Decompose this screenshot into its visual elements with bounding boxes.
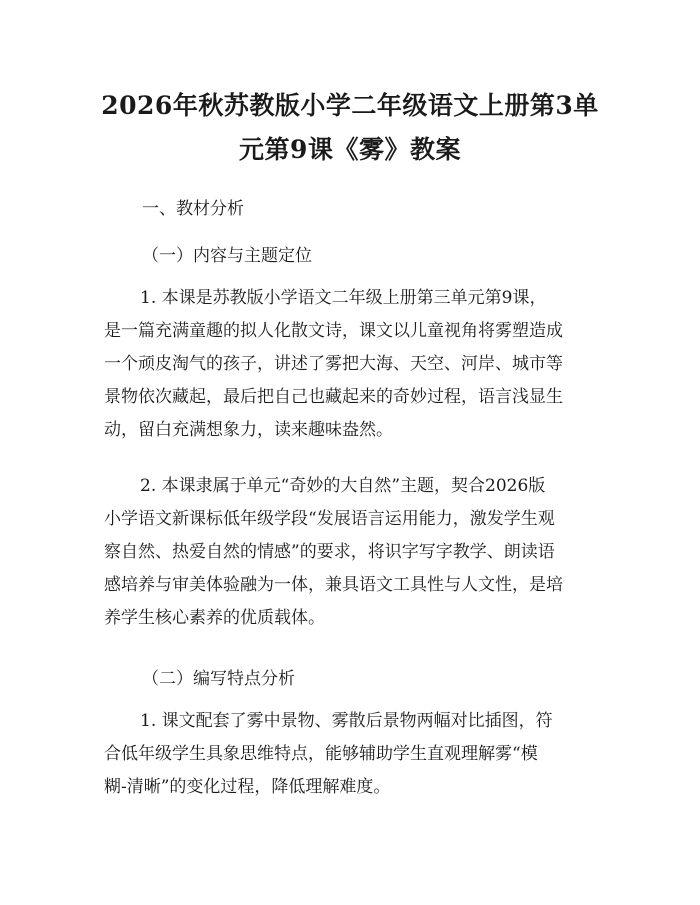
paragraph-line: 合低年级学生具象思维特点，能够辅助学生直观理解雾“模	[104, 744, 538, 764]
paragraph-line: 小学语文新课标低年级学段“发展语言运用能力，激发学生观	[104, 509, 555, 529]
paragraph-line: 动，留白充满想象力，读来趣味盎然。	[104, 420, 393, 440]
paragraph-line: 1. 课文配套了雾中景物、雾散后景物两幅对比插图，符	[140, 711, 553, 731]
subsection-heading-1: （一）内容与主题定位	[142, 246, 312, 266]
paragraph-line: 糊-清晰”的变化过程，降低理解难度。	[104, 777, 391, 797]
paragraph-line: 2. 本课隶属于单元“奇妙的大自然”主题，契合2026版	[140, 476, 546, 496]
section-heading-1: 一、教材分析	[142, 199, 244, 219]
title-line-1: 2026年秋苏教版小学二年级语文上册第3单	[101, 91, 599, 120]
paragraph-line: 1. 本课是苏教版小学语文二年级上册第三单元第9课，	[140, 288, 547, 308]
paragraph-line: 一个顽皮淘气的孩子，讲述了雾把大海、天空、河岸、城市等	[104, 354, 563, 374]
paragraph-line: 感培养与审美体验融为一体，兼具语文工具性与人文性，是培	[104, 575, 563, 595]
paragraph-line: 是一篇充满童趣的拟人化散文诗，课文以儿童视角将雾塑造成	[104, 321, 563, 341]
paragraph-3	[104, 705, 600, 804]
paragraph-line: 景物依次藏起，最后把自己也藏起来的奇妙过程，语言浅显生	[104, 387, 563, 407]
paragraph-2	[104, 470, 600, 635]
paragraph-line: 养学生核心素养的优质载体。	[104, 608, 325, 628]
paragraph-line: 察自然、热爱自然的情感”的要求，将识字写字教学、朗读语	[104, 542, 555, 562]
title-line-2: 元第9课《雾》教案	[239, 135, 461, 164]
paragraph-1	[104, 282, 600, 447]
subsection-heading-2: （二）编写特点分析	[142, 669, 295, 689]
